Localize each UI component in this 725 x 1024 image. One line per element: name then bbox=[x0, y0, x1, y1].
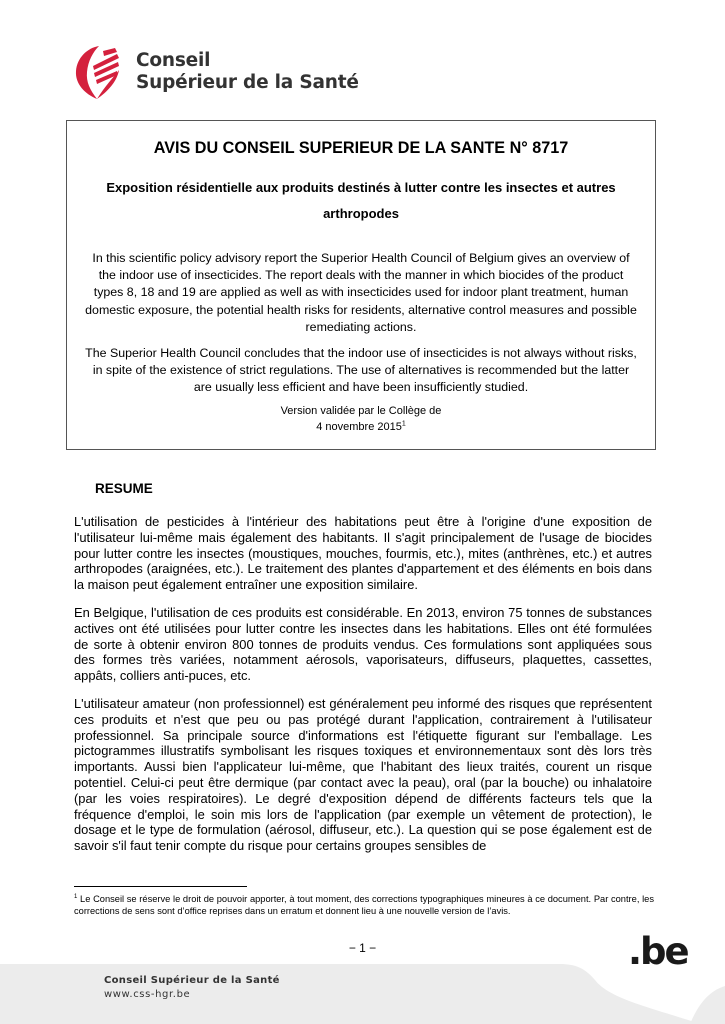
footer-decoration bbox=[0, 900, 725, 1024]
summary-paragraph-1: In this scientific policy advisory report the Superior Health Council of Belgium gives an overview of the indoor use of insecticides. The report deals with the manner in which biocides of the product types 8, 18 and 19 are applied as well as with insecticides used for indoor plant treatment, human domestic exposure, the potential health risks for residents, alternative control measures and possible remediating actions. bbox=[85, 251, 637, 334]
version-date: 4 novembre 2015 bbox=[316, 420, 402, 433]
logo-wordmark bbox=[136, 50, 359, 94]
footnote-divider bbox=[74, 886, 247, 887]
footer-org-name: Conseil Supérieur de la Santé bbox=[104, 975, 280, 986]
css-logo-icon bbox=[73, 44, 121, 100]
advice-subtitle: Exposition résidentielle aux produits destinés à lutter contre les insectes et autres arthropodes bbox=[106, 180, 616, 221]
footnote-text: Le Conseil se réserve le droit de pouvoir apporter, à tout moment, des corrections typographiques mineures à ce document. Par contre, les corrections de sens sont d’office reprises dans un erratum et donnent lieu à une nouvelle version de l’avis. bbox=[74, 894, 654, 917]
resume-paragraph-3: L'utilisateur amateur (non professionnel) est généralement peu informé des risques que représentent ces produits et n'est que peu ou pas protégé durant l'application, contrairement à l'utilisateur professionnel. Sa principale source d'informations est l'étiquette figurant sur l'emballage. Les pictogrammes illustratifs symbolisant les risques toxiques et environnementaux sont dès lors très importants. Aussi bien l'applicateur lui-même, que l'habitant des lieux traités, courent un risque potentiel. Celui-ci peut être dermique (par contact avec la peau), oral (par la bouche) ou inhalatoire (par les voies respiratoires). Le degré d'exposition dépend de différents facteurs tels que la fréquence d'emploi, le soin mis lors de l'application (par exemple un vêtement de protection), le dosage et le type de formulation (aérosol, diffuseur, etc.). La question qui se pose également est de savoir s'il faut tenir compte du risque pour certains groupes sensibles de bbox=[74, 696, 652, 854]
page-number: − 1 − bbox=[348, 941, 377, 955]
summary-paragraph-2: The Superior Health Council concludes that the indoor use of insecticides is not always without risks, in spite of the existence of strict regulations. The use of alternatives is recommended but the latter are usually less efficient and have been insufficiently studied. bbox=[85, 346, 637, 395]
logo-line-1: Conseil bbox=[136, 50, 211, 71]
footnote-ref[interactable]: 1 bbox=[401, 419, 406, 427]
be-logo: .be bbox=[628, 930, 688, 973]
advice-title: AVIS DU CONSEIL SUPERIEUR DE LA SANTE N° 8717 bbox=[153, 139, 569, 157]
resume-heading: RESUME bbox=[95, 481, 153, 496]
version-line-2 bbox=[67, 420, 655, 436]
footer-url[interactable]: www.css-hgr.be bbox=[104, 989, 191, 1000]
logo-line-2: Supérieur de la Santé bbox=[136, 72, 359, 93]
version-note bbox=[67, 404, 655, 435]
footnote-marker: 1 bbox=[74, 893, 78, 900]
resume-paragraph-2: En Belgique, l'utilisation de ces produits est considérable. En 2013, environ 75 tonnes de substances actives ont été utilisées pour lutter contre les insectes dans les habitations. Elles ont été formulées de sorte à obtenir environ 800 tonnes de produits vendus. Ces formulations sont appliquées sous des formes très variées, notamment aérosols, vaporisateurs, diffuseurs, plaquettes, cassettes, appâts, colliers anti-puces, etc. bbox=[74, 605, 652, 684]
version-line-1: Version validée par le Collège de bbox=[280, 405, 442, 417]
summary-box bbox=[66, 120, 656, 450]
resume-paragraph-1: L'utilisation de pesticides à l'intérieur des habitations peut être à l'origine d'une exposition de l'utilisateur lui-même mais également des habitants. Il s'agit principalement de l'usage de biocides pour lutter contre les insectes (moustiques, mouches, fourmis, etc.), mites (anthrènes, etc.) et autres arthropodes (araignées, etc.). Le traitement des plantes d'appartement et des éléments en bois dans la maison peut également entraîner une exposition similaire. bbox=[74, 514, 652, 593]
